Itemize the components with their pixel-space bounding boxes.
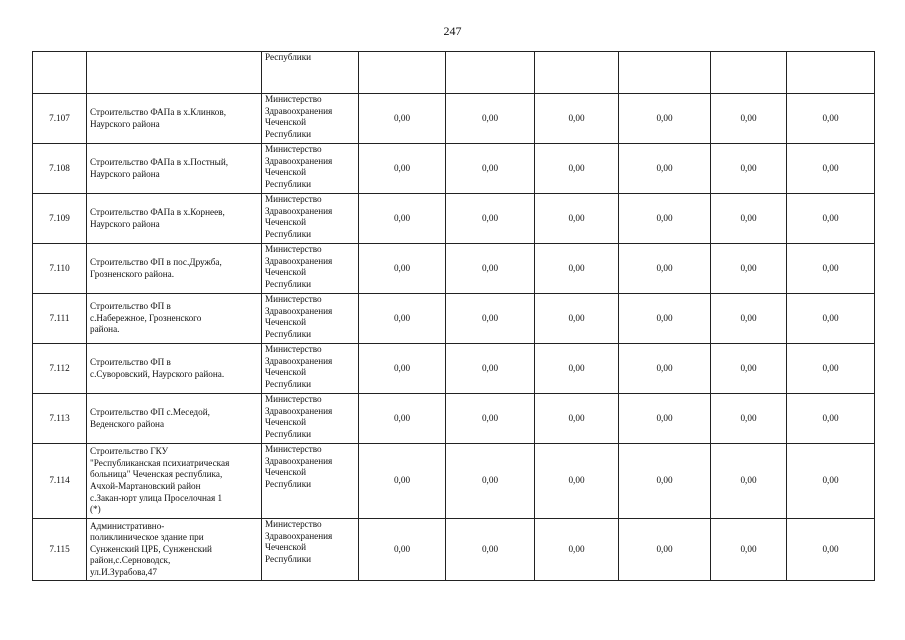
value-cell — [711, 52, 787, 94]
value-cell: 0,00 — [711, 144, 787, 194]
executor-line: Чеченской — [265, 167, 307, 178]
value-cell: 0,00 — [446, 519, 535, 581]
executor-line: Чеченской — [265, 117, 307, 128]
value-cell: 0,00 — [359, 519, 446, 581]
executor-line: Республики — [265, 378, 312, 389]
value-cell: 0,00 — [359, 94, 446, 144]
measure-name-line: "Республиканская психиатрическая — [90, 457, 230, 468]
executor-line: Чеченской — [265, 542, 307, 553]
executor-line: Здравоохранения — [265, 205, 333, 216]
measure-name-line: Наурского района — [90, 218, 160, 229]
value-cell: 0,00 — [787, 444, 875, 519]
value-cell: 0,00 — [619, 294, 711, 344]
executor-line: Здравоохранения — [265, 405, 333, 416]
executor-line: Чеченской — [265, 417, 307, 428]
value-cell: 0,00 — [711, 519, 787, 581]
value-cell: 0,00 — [359, 194, 446, 244]
value-cell: 0,00 — [787, 519, 875, 581]
executor-cell — [262, 519, 359, 581]
executor-line: Министерство — [265, 394, 322, 404]
measure-name-cell — [87, 519, 262, 581]
value-cell — [619, 52, 711, 94]
row-number-cell: 7.112 — [33, 344, 87, 394]
value-cell: 0,00 — [359, 444, 446, 519]
value-cell: 0,00 — [446, 344, 535, 394]
executor-line: Здравоохранения — [265, 305, 333, 316]
value-cell: 0,00 — [619, 394, 711, 444]
executor-line: Министерство — [265, 194, 322, 204]
value-cell: 0,00 — [446, 294, 535, 344]
row-number-cell: 7.115 — [33, 519, 87, 581]
executor-line: Министерство — [265, 94, 322, 104]
value-cell: 0,00 — [535, 519, 619, 581]
executor-line: Республики — [265, 52, 312, 62]
executor-line: Чеченской — [265, 217, 307, 228]
value-cell — [359, 52, 446, 94]
measure-name-line: Наурского района — [90, 118, 160, 129]
table-row — [33, 94, 875, 144]
executor-cell — [262, 52, 359, 94]
measure-name-line: Строительство ФП в пос.Дружба, — [90, 256, 222, 267]
executor-line: Здравоохранения — [265, 105, 333, 116]
executor-line: Министерство — [265, 244, 322, 254]
executor-line: Чеченской — [265, 367, 307, 378]
row-number-cell: 7.110 — [33, 244, 87, 294]
executor-line: Здравоохранения — [265, 455, 333, 466]
value-cell: 0,00 — [787, 294, 875, 344]
value-cell: 0,00 — [535, 194, 619, 244]
value-cell: 0,00 — [787, 194, 875, 244]
measure-name-line: района. — [90, 324, 120, 335]
executor-cell — [262, 294, 359, 344]
value-cell — [787, 52, 875, 94]
executor-cell — [262, 394, 359, 444]
executor-line: Здравоохранения — [265, 530, 333, 541]
executor-line: Республики — [265, 278, 312, 289]
measure-name-line: с.Набережное, Грозненского — [90, 312, 202, 323]
executor-line: Здравоохранения — [265, 255, 333, 266]
measure-name-line: больница" Чеченская республика, — [90, 469, 223, 480]
value-cell: 0,00 — [446, 94, 535, 144]
table-row — [33, 194, 875, 244]
value-cell: 0,00 — [787, 344, 875, 394]
value-cell: 0,00 — [711, 344, 787, 394]
executor-line: Здравоохранения — [265, 355, 333, 366]
value-cell: 0,00 — [711, 194, 787, 244]
value-cell — [535, 52, 619, 94]
table-row — [33, 444, 875, 519]
value-cell: 0,00 — [787, 144, 875, 194]
row-number-cell: 7.111 — [33, 294, 87, 344]
value-cell: 0,00 — [619, 144, 711, 194]
executor-line: Республики — [265, 228, 312, 239]
measure-name-cell — [87, 52, 262, 94]
table-row — [33, 344, 875, 394]
table-row — [33, 519, 875, 581]
executor-cell — [262, 94, 359, 144]
value-cell: 0,00 — [446, 444, 535, 519]
value-cell: 0,00 — [359, 394, 446, 444]
page-number: 247 — [443, 24, 462, 38]
executor-cell — [262, 194, 359, 244]
measure-name-line: Сунженский ЦРБ, Сунженский — [90, 543, 212, 554]
row-number-cell — [33, 52, 87, 94]
value-cell: 0,00 — [359, 294, 446, 344]
budget-table — [32, 51, 875, 581]
value-cell: 0,00 — [446, 244, 535, 294]
table-body — [33, 52, 875, 581]
executor-line: Республики — [265, 553, 312, 564]
value-cell: 0,00 — [619, 94, 711, 144]
value-cell: 0,00 — [711, 444, 787, 519]
measure-name-line: поликлиническое здание при — [90, 532, 204, 543]
measure-name-cell — [87, 444, 262, 519]
measure-name-cell — [87, 94, 262, 144]
measure-name-line: Ачхой-Мартановский район — [90, 481, 201, 491]
measure-name-line: Строительство ГКУ — [90, 446, 169, 457]
executor-line: Министерство — [265, 344, 322, 354]
executor-cell — [262, 144, 359, 194]
value-cell: 0,00 — [787, 244, 875, 294]
measure-name-line: Строительство ФП с.Меседой, — [90, 406, 210, 417]
executor-line: Министерство — [265, 144, 322, 154]
executor-cell — [262, 244, 359, 294]
measure-name-line: Строительство ФП в — [90, 301, 171, 312]
table-row — [33, 394, 875, 444]
measure-name-cell — [87, 394, 262, 444]
value-cell: 0,00 — [446, 144, 535, 194]
measure-name-line: район,с.Серноводск, — [90, 555, 171, 566]
measure-name-line: Строительство ФАПа в х.Постный, — [90, 156, 229, 167]
value-cell: 0,00 — [711, 244, 787, 294]
measure-name-cell — [87, 244, 262, 294]
executor-line: Министерство — [265, 444, 322, 454]
value-cell: 0,00 — [446, 194, 535, 244]
value-cell: 0,00 — [711, 294, 787, 344]
executor-line: Чеченской — [265, 317, 307, 328]
executor-line: Республики — [265, 128, 312, 139]
value-cell: 0,00 — [619, 519, 711, 581]
value-cell: 0,00 — [359, 144, 446, 194]
executor-line: Республики — [265, 428, 312, 439]
row-number-cell: 7.108 — [33, 144, 87, 194]
value-cell: 0,00 — [359, 344, 446, 394]
measure-name-cell — [87, 294, 262, 344]
value-cell: 0,00 — [711, 94, 787, 144]
value-cell: 0,00 — [619, 194, 711, 244]
row-number-cell: 7.109 — [33, 194, 87, 244]
measure-name-line: Грозненского района. — [90, 268, 175, 279]
executor-line: Министерство — [265, 294, 322, 304]
value-cell: 0,00 — [535, 444, 619, 519]
executor-cell — [262, 344, 359, 394]
value-cell: 0,00 — [787, 394, 875, 444]
table-row — [33, 294, 875, 344]
executor-line: Республики — [265, 328, 312, 339]
row-number-cell: 7.113 — [33, 394, 87, 444]
executor-line: Здравоохранения — [265, 155, 333, 166]
measure-name-line: Строительство ФАПа в х.Корнеев, — [90, 206, 225, 217]
value-cell: 0,00 — [535, 244, 619, 294]
value-cell: 0,00 — [619, 444, 711, 519]
measure-name-line: Наурского района — [90, 168, 160, 179]
executor-line: Республики — [265, 478, 312, 489]
measure-name-line: с.Суворовский, Наурского района. — [90, 368, 225, 379]
measure-name-line: Административно- — [90, 520, 165, 531]
executor-line: Чеченской — [265, 467, 307, 478]
executor-line: Чеченской — [265, 267, 307, 278]
value-cell: 0,00 — [711, 394, 787, 444]
value-cell: 0,00 — [619, 244, 711, 294]
measure-name-cell — [87, 344, 262, 394]
measure-name-line: Веденского района — [90, 418, 165, 429]
value-cell: 0,00 — [535, 94, 619, 144]
value-cell: 0,00 — [535, 144, 619, 194]
measure-name-cell — [87, 144, 262, 194]
value-cell: 0,00 — [535, 394, 619, 444]
table-row-continuation — [33, 52, 875, 94]
measure-name-cell — [87, 194, 262, 244]
value-cell: 0,00 — [535, 344, 619, 394]
executor-cell — [262, 444, 359, 519]
executor-line: Республики — [265, 178, 312, 189]
value-cell — [446, 52, 535, 94]
measure-name-line: с.Закан-юрт улица Проселочная 1 — [90, 492, 223, 503]
measure-name-line: ул.И.Зурабова,47 — [90, 566, 157, 577]
row-number-cell: 7.107 — [33, 94, 87, 144]
measure-name-line: Строительство ФП в — [90, 356, 171, 367]
row-number-cell: 7.114 — [33, 444, 87, 519]
measure-name-line: Строительство ФАПа в х.Клинков, — [90, 106, 226, 117]
value-cell: 0,00 — [535, 294, 619, 344]
measure-name-line: (*) — [90, 504, 101, 515]
value-cell: 0,00 — [359, 244, 446, 294]
table-row — [33, 244, 875, 294]
value-cell: 0,00 — [619, 344, 711, 394]
value-cell: 0,00 — [787, 94, 875, 144]
executor-line: Министерство — [265, 519, 322, 529]
value-cell: 0,00 — [446, 394, 535, 444]
table-row — [33, 144, 875, 194]
